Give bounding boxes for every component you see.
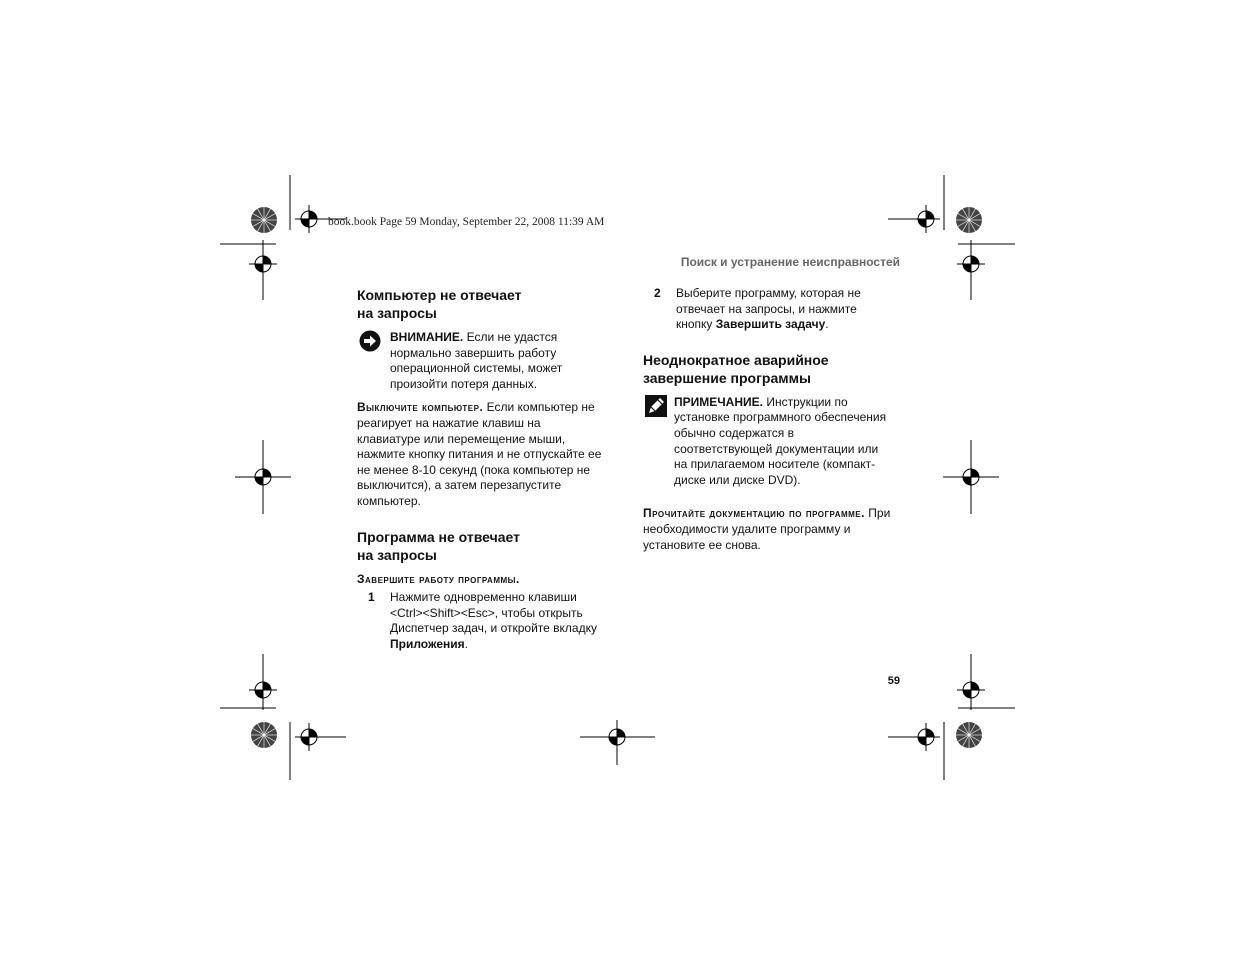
lead-end-program: Завершите работу программы. [357, 571, 520, 586]
note-callout [643, 395, 893, 489]
button-name-end-task: Завершить задачу [715, 317, 826, 332]
caution-arrow-icon [359, 330, 381, 352]
note-text: Инструкции по установке программного обеспечения обычно содержатся в соответствующей документации или на прилагаемом носителе (компакт-диске или диске DVD). [674, 394, 887, 487]
caution-text: Если не удастся нормально завершить работу операционной системы, может произойти потеря данных. [390, 330, 563, 391]
starburst-target-icon [956, 722, 982, 748]
read-docs-paragraph [643, 506, 893, 553]
lead-read-docs: Прочитайте документацию по программе. [643, 506, 865, 521]
right-column [643, 286, 893, 553]
note-pencil-icon [645, 395, 667, 417]
section-title-program-not-responding: Программа не отвечает на запросы [357, 528, 520, 563]
starburst-target-icon [251, 207, 277, 233]
power-off-text: Если компьютер не реагирует на нажатие клавиш на клавиатуре или перемещение мыши, нажмите кнопку питания и не отпускайте ее не менее 8-10 секунд (пока компьютер не выключится), а затем перезапустите компьютер. [357, 400, 602, 508]
section-title-not-responding: Компьютер не отвечает на запросы [357, 287, 522, 321]
step-number: 2 [654, 286, 661, 300]
running-head: Поиск и устранение неисправностей [680, 255, 900, 269]
printer-slug: book.book Page 59 Monday, September 22, 2008 11:39 AM [328, 216, 605, 228]
note-label: ПРИМЕЧАНИЕ. [674, 394, 763, 409]
left-column [357, 286, 607, 653]
power-off-paragraph [357, 400, 607, 509]
caution-label: ВНИМАНИЕ. [390, 330, 464, 344]
lead-power-off: Выключите компьютер. [357, 400, 484, 415]
tab-name-applications: Приложения [390, 636, 465, 651]
step-1: 1 Нажмите одновременно клавиши <Ctrl><Shift><Esc>, чтобы открыть Диспетчер задач, и откройте вкладку Приложения. [368, 590, 597, 651]
starburst-target-icon [251, 722, 277, 748]
caution-callout [357, 330, 607, 392]
page-number: 59 [887, 675, 900, 687]
read-docs-text: При необходимости удалите программу и установите ее снова. [643, 506, 891, 552]
starburst-target-icon [956, 207, 982, 233]
section-title-repeated-crash: Неоднократное аварийное завершение программы [643, 351, 829, 386]
step-number: 1 [368, 590, 375, 605]
step-2: 2 Выберите программу, которая не отвечает на запросы, и нажмите кнопку Завершить задачу. [654, 286, 861, 332]
